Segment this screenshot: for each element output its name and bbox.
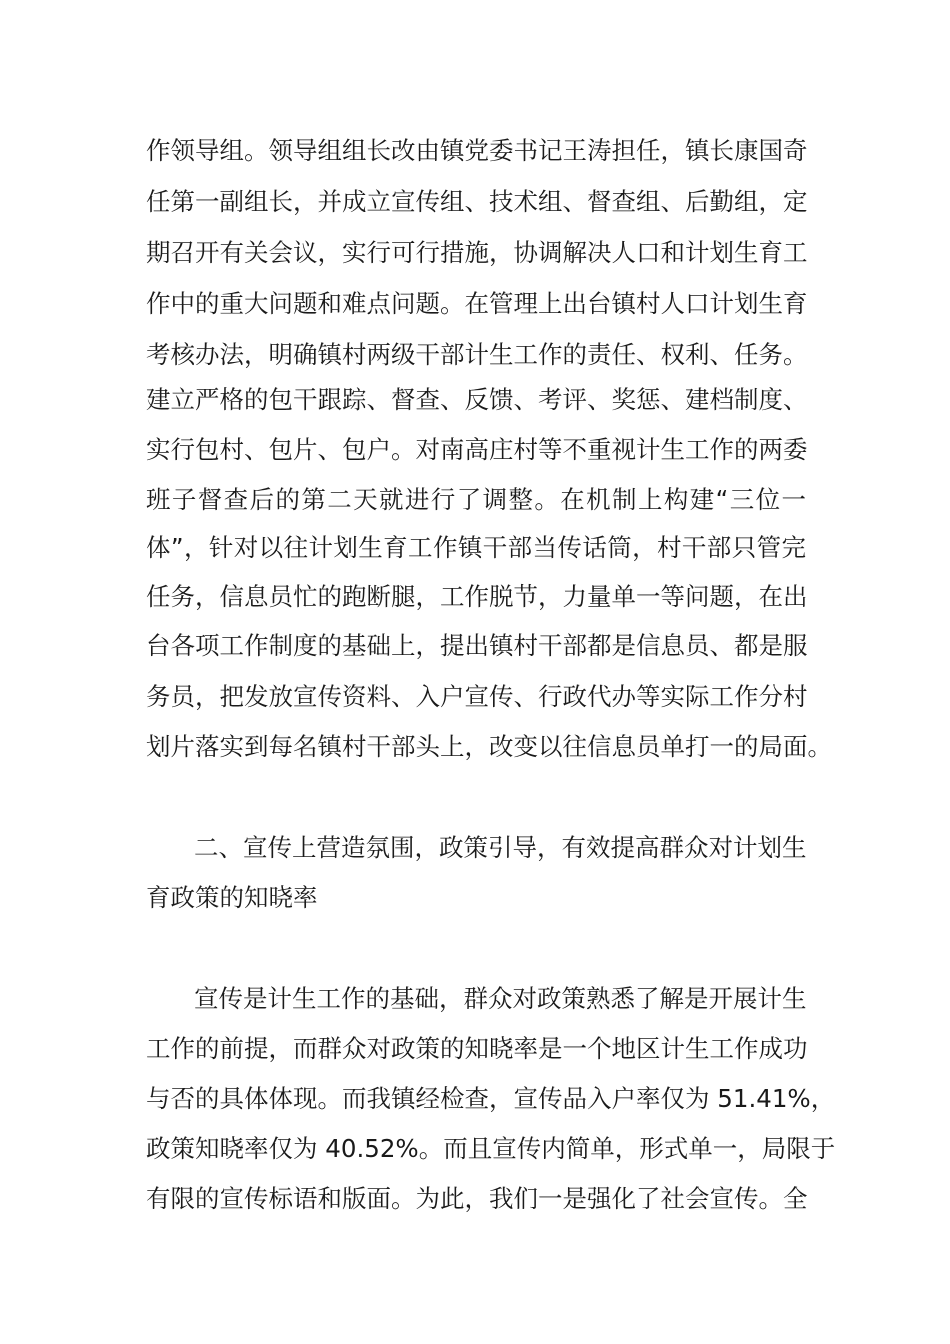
paragraph-3-line: 工作的前提，而群众对政策的知晓率是一个地区计生工作成功 [146,1034,808,1063]
paragraph-1-line: 班子督查后的第二天就进行了调整。在机制上构建“三位一 [146,485,806,514]
paragraph-1-line: 任第一副组长，并成立宣传组、技术组、督查组、后勤组，定 [146,187,808,216]
paragraph-1-line: 作中的重大问题和难点问题。在管理上出台镇村人口计划生育 [146,289,808,318]
paragraph-1-line: 划片落实到每名镇村干部头上，改变以往信息员单打一的局面。 [146,732,832,761]
paragraph-1-line: 务员，把发放宣传资料、入户宣传、行政代办等实际工作分村 [146,682,808,711]
paragraph-1-line: 作领导组。领导组组长改由镇党委书记王涛担任，镇长康国奇 [146,136,808,165]
paragraph-1-line: 台各项工作制度的基础上，提出镇村干部都是信息员、都是服 [146,631,808,660]
paragraph-3-line: 有限的宣传标语和版面。为此，我们一是强化了社会宣传。全 [146,1184,808,1213]
paragraph-3-line: 政策知晓率仅为 40.52%。而且宣传内简单，形式单一，局限于 [146,1134,836,1163]
paragraph-1-line: 体”，针对以往计划生育工作镇干部当传话筒，村干部只管完 [146,533,806,562]
paragraph-1-line: 实行包村、包片、包户。对南高庄村等不重视计生工作的两委 [146,435,808,464]
section-heading-line: 育政策的知晓率 [146,883,318,912]
section-heading-line: 二、宣传上营造氛围，政策引导，有效提高群众对计划生 [194,833,807,862]
paragraph-1-line: 任务，信息员忙的跑断腿，工作脱节，力量单一等问题，在出 [146,582,808,611]
paragraph-1-line: 期召开有关会议，实行可行措施，协调解决人口和计划生育工 [146,238,808,267]
paragraph-3-line: 宣传是计生工作的基础，群众对政策熟悉了解是开展计生 [194,984,807,1013]
paragraph-1-line: 考核办法，明确镇村两级干部计生工作的责任、权利、任务。 [146,340,808,369]
paragraph-3-line: 与否的具体体现。而我镇经检查，宣传品入户率仅为 51.41%， [146,1084,836,1113]
paragraph-1-line: 建立严格的包干跟踪、督查、反馈、考评、奖惩、建档制度、 [146,385,808,414]
